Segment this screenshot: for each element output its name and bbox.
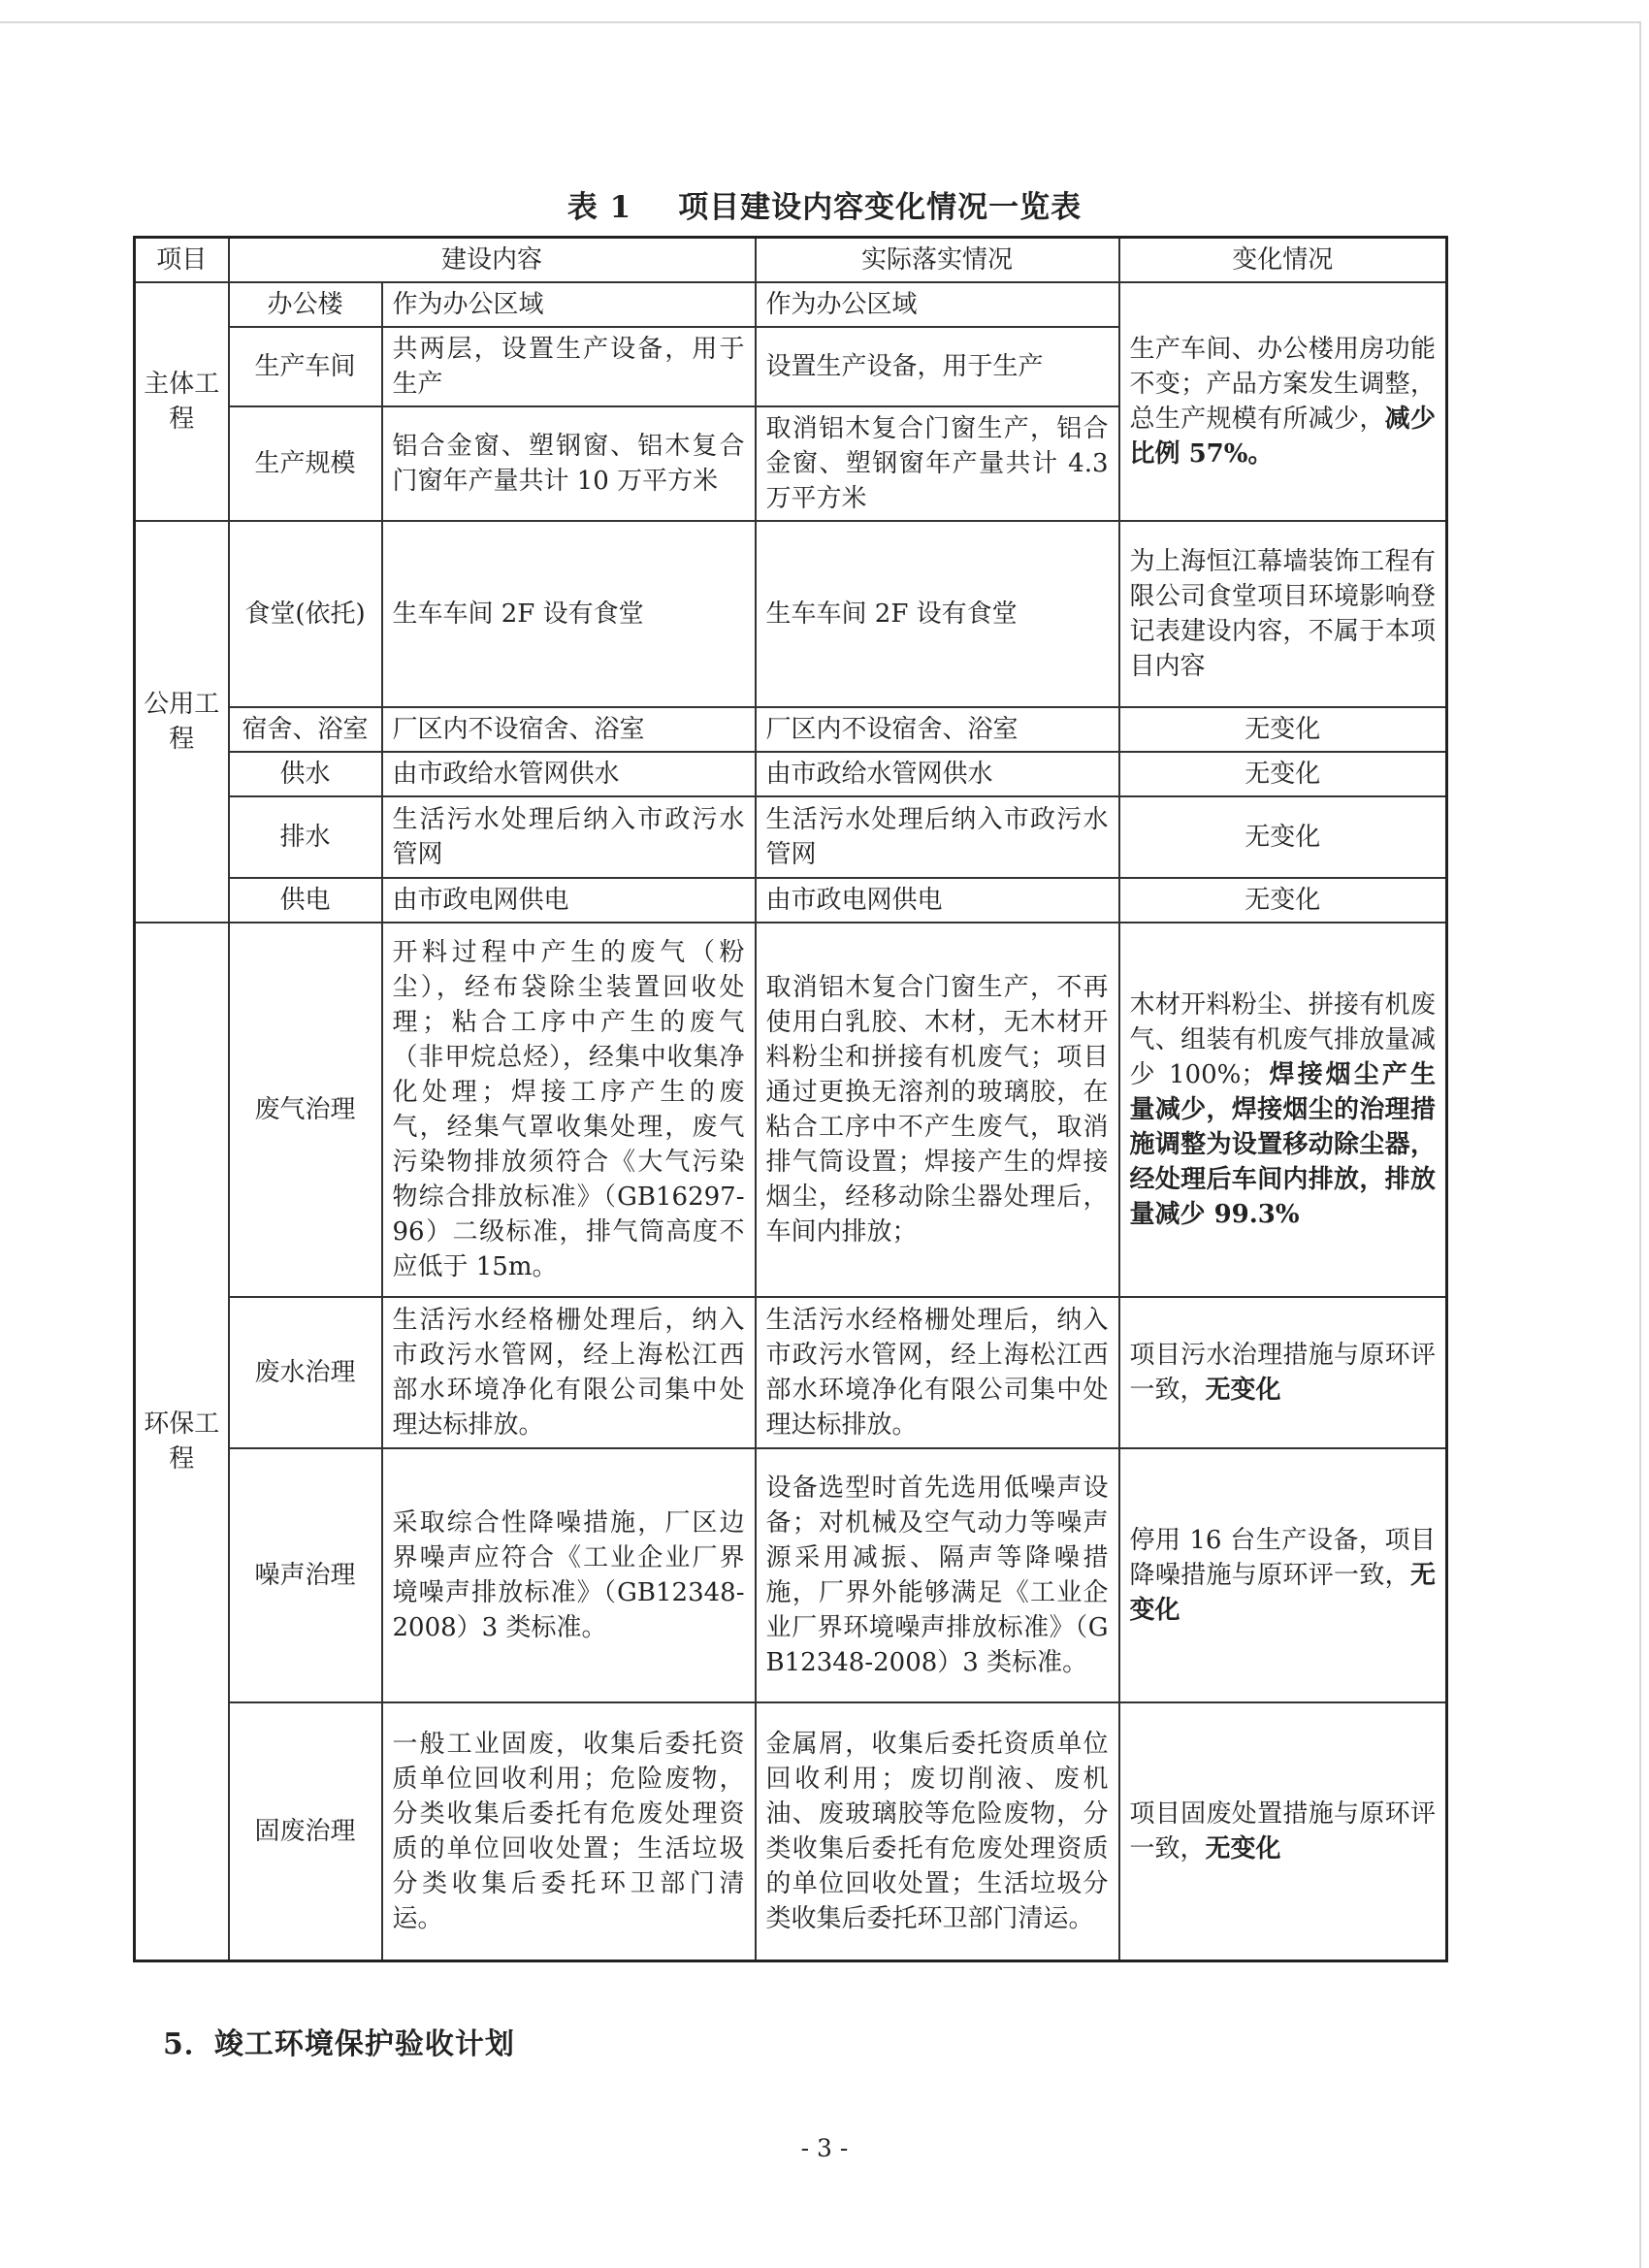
table-row <box>135 1297 1447 1448</box>
header-change: 变化情况 <box>1119 238 1447 283</box>
row-item: 生产规模 <box>229 406 382 521</box>
table-row <box>135 521 1447 707</box>
row-plan: 由市政电网供电 <box>382 878 756 923</box>
group-env: 环保工程 <box>135 923 229 1960</box>
row-change-bold: 焊接烟尘产生量减少，焊接烟尘的治理措施调整为设置移动除尘器，经处理后车间内排放，排放量减少 99.3% <box>1129 1060 1437 1229</box>
row-item: 排水 <box>229 796 382 878</box>
row-change-text: 停用 16 台生产设备，项目降噪措施与原环评一致， <box>1129 1526 1437 1590</box>
row-plan: 厂区内不设宿舍、浴室 <box>382 707 756 752</box>
row-change-bold: 无变化 <box>1205 1376 1281 1405</box>
row-actual: 取消铝木复合门窗生产，不再使用白乳胶、木材，无木材开料粉尘和拼接有机废气；项目通过更换无溶剂的玻璃胶，在粘合工序中不产生废气，取消排气筒设置；焊接产生的焊接烟尘，经移动除尘器处理后，车间内排放； <box>756 923 1119 1297</box>
table-row <box>135 752 1447 796</box>
row-change <box>1119 1297 1447 1448</box>
row-item: 废气治理 <box>229 923 382 1297</box>
row-change-text: 项目固废处置措施与原环评一致， <box>1129 1798 1437 1863</box>
section-heading: 5．竣工环境保护验收计划 <box>163 2027 515 2061</box>
row-item: 废水治理 <box>229 1297 382 1448</box>
row-change <box>1119 1448 1447 1702</box>
row-actual: 由市政电网供电 <box>756 878 1119 923</box>
row-actual: 由市政给水管网供水 <box>756 752 1119 796</box>
group-public: 公用工程 <box>135 521 229 923</box>
row-actual: 生活污水经格栅处理后，纳入市政污水管网，经上海松江西部水环境净化有限公司集中处理达标排放。 <box>756 1297 1119 1448</box>
row-item: 供电 <box>229 878 382 923</box>
row-change: 无变化 <box>1119 796 1447 878</box>
table-row <box>135 923 1447 1297</box>
row-plan: 采取综合性降噪措施，厂区边界噪声应符合《工业企业厂界境噪声排放标准》（GB12348-2008）3 类标准。 <box>382 1448 756 1702</box>
header-row <box>135 238 1447 283</box>
row-actual: 生活污水处理后纳入市政污水管网 <box>756 796 1119 878</box>
row-plan: 铝合金窗、塑钢窗、铝木复合门窗年产量共计 10 万平方米 <box>382 406 756 521</box>
row-actual: 金属屑，收集后委托资质单位回收利用；废切削液、废机油、废玻璃胶等危险废物，分类收集后委托有危废处理资质的单位回收处置；生活垃圾分类收集后委托环卫部门清运。 <box>756 1702 1119 1960</box>
row-change <box>1119 923 1447 1297</box>
header-item: 项目 <box>135 238 229 283</box>
table-number: 表 1 <box>566 190 632 225</box>
table-row <box>135 707 1447 752</box>
row-item: 宿舍、浴室 <box>229 707 382 752</box>
main-change <box>1119 282 1447 521</box>
page-number: - 3 - <box>800 2134 849 2162</box>
row-plan: 生活污水经格栅处理后，纳入市政污水管网，经上海松江西部水环境净化有限公司集中处理达标排放。 <box>382 1297 756 1448</box>
row-item: 办公楼 <box>229 282 382 327</box>
row-actual: 厂区内不设宿舍、浴室 <box>756 707 1119 752</box>
row-plan: 生车车间 2F 设有食堂 <box>382 521 756 707</box>
table-row <box>135 282 1447 327</box>
row-plan: 由市政给水管网供水 <box>382 752 756 796</box>
table-row <box>135 878 1447 923</box>
row-actual: 作为办公区域 <box>756 282 1119 327</box>
row-change: 无变化 <box>1119 707 1447 752</box>
row-item: 供水 <box>229 752 382 796</box>
table-row <box>135 796 1447 878</box>
group-main: 主体工程 <box>135 282 229 521</box>
row-item: 食堂(依托) <box>229 521 382 707</box>
row-change-text: 木材开料粉尘、拼接有机废气、组装有机废气排放量减少 100%； <box>1129 990 1437 1089</box>
table-row <box>135 1702 1447 1960</box>
row-actual: 设置生产设备，用于生产 <box>756 327 1119 406</box>
main-change-text: 生产车间、办公楼用房功能不变；产品方案发生调整，总生产规模有所减少， <box>1129 335 1437 434</box>
row-change: 为上海恒江幕墙装饰工程有限公司食堂项目环境影响登记表建设内容，不属于本项目内容 <box>1119 521 1447 707</box>
row-change-bold: 无变化 <box>1205 1833 1281 1863</box>
row-change <box>1119 1702 1447 1960</box>
table-title-text: 项目建设内容变化情况一览表 <box>678 190 1083 225</box>
row-change: 无变化 <box>1119 752 1447 796</box>
row-change-text: 项目污水治理措施与原环评一致， <box>1129 1341 1437 1405</box>
row-item: 生产车间 <box>229 327 382 406</box>
row-change-bold: 无变化 <box>1129 1561 1437 1625</box>
row-plan: 一般工业固废，收集后委托资质单位回收利用；危险废物，分类收集后委托有危废处理资质的单位回收处置；生活垃圾分类收集后委托环卫部门清运。 <box>382 1702 756 1960</box>
main-change-ratio: 减少比例 57%。 <box>1129 405 1436 469</box>
row-change: 无变化 <box>1119 878 1447 923</box>
row-plan: 开料过程中产生的废气（粉尘），经布袋除尘装置回收处理；粘合工序中产生的废气（非甲烷总烃），经集中收集净化处理；焊接工序产生的废气，经集气罩收集处理，废气污染物排放须符合《大气污染物综合排放标准》（GB16297-96）二级标准，排气筒高度不应低于 15m。 <box>382 923 756 1297</box>
row-actual: 生车车间 2F 设有食堂 <box>756 521 1119 707</box>
header-plan: 建设内容 <box>229 238 756 283</box>
row-plan: 共两层，设置生产设备，用于生产 <box>382 327 756 406</box>
row-item: 固废治理 <box>229 1702 382 1960</box>
row-actual: 设备选型时首先选用低噪声设备；对机械及空气动力等噪声源采用减振、隔声等降噪措施，厂界外能够满足《工业企业厂界环境噪声排放标准》（GB12348-2008）3 类标准。 <box>756 1448 1119 1702</box>
table-row <box>135 1448 1447 1702</box>
header-actual: 实际落实情况 <box>756 238 1119 283</box>
row-plan: 生活污水处理后纳入市政污水管网 <box>382 796 756 878</box>
change-table <box>133 236 1448 1962</box>
row-plan: 作为办公区域 <box>382 282 756 327</box>
row-actual: 取消铝木复合门窗生产，铝合金窗、塑钢窗年产量共计 4.3 万平方米 <box>756 406 1119 521</box>
row-item: 噪声治理 <box>229 1448 382 1702</box>
table-title <box>0 182 1649 226</box>
